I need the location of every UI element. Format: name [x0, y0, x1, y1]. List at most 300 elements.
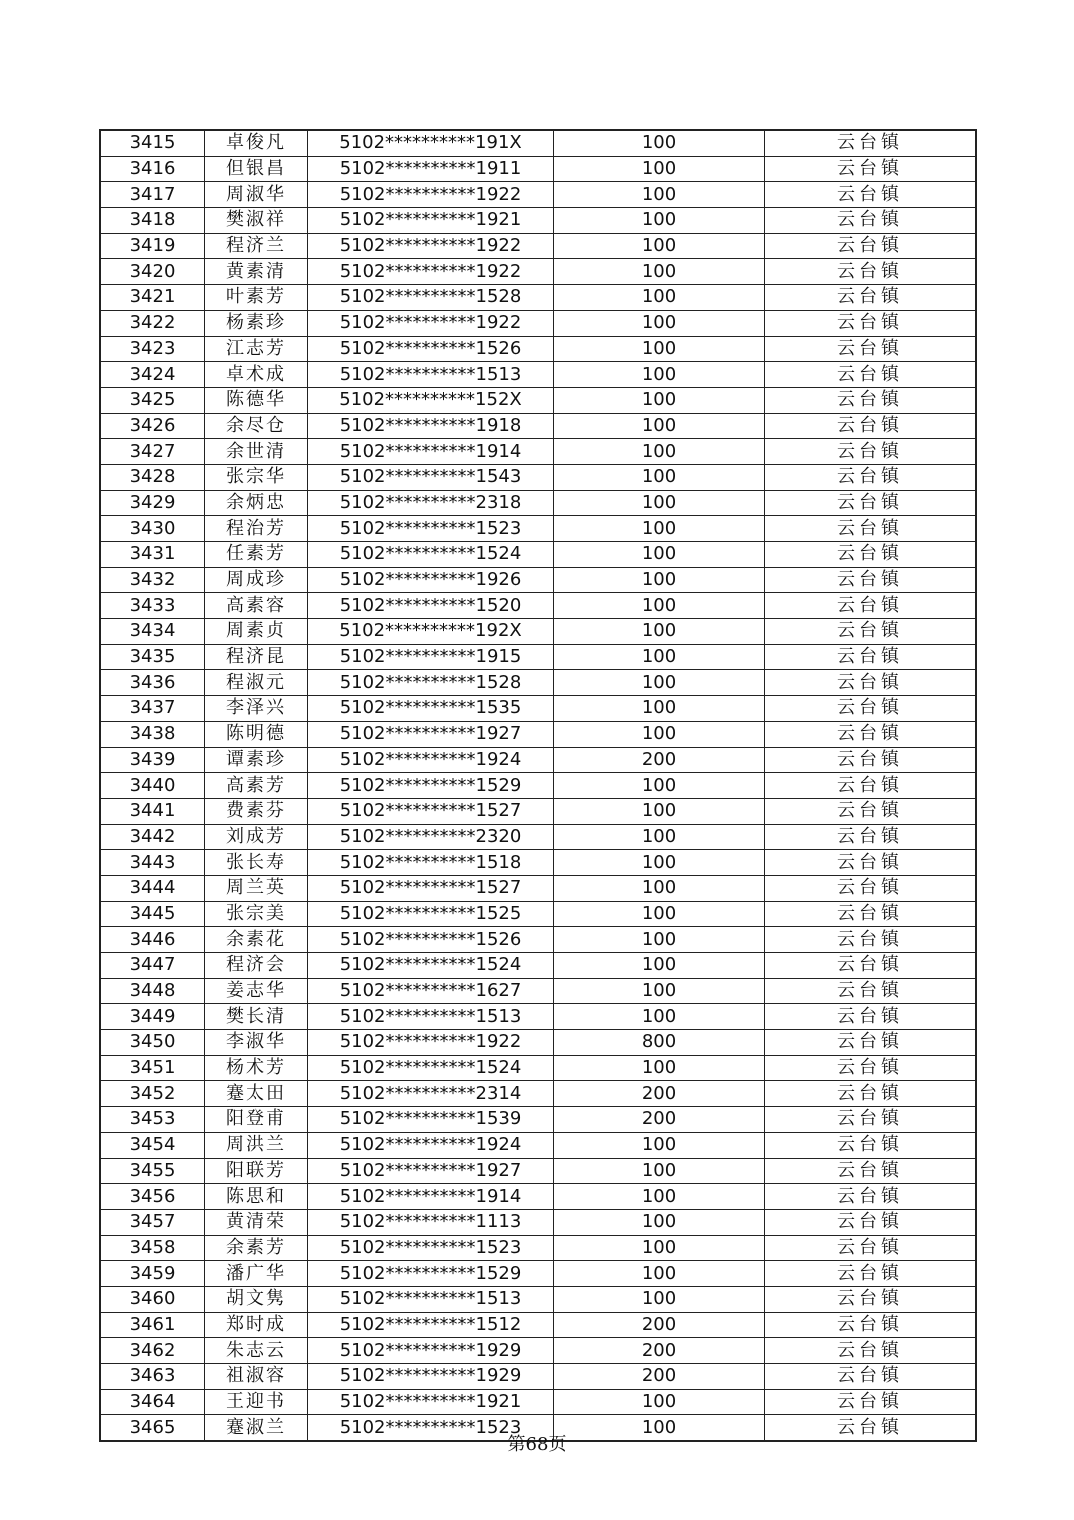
row-index-cell: 3456 — [100, 1184, 205, 1210]
name-cell: 王迎书 — [205, 1389, 308, 1415]
amount-cell: 200 — [554, 1338, 765, 1364]
row-index-cell: 3449 — [100, 1004, 205, 1030]
town-cell: 云台镇 — [765, 773, 977, 799]
town-cell: 云台镇 — [765, 1184, 977, 1210]
table-row — [100, 593, 976, 619]
table-row — [100, 824, 976, 850]
row-index-cell: 3451 — [100, 1055, 205, 1081]
name-cell: 蹇太田 — [205, 1081, 308, 1107]
name-cell: 余素芳 — [205, 1235, 308, 1261]
name-cell: 阳登甫 — [205, 1107, 308, 1133]
town-cell: 云台镇 — [765, 1055, 977, 1081]
table-row — [100, 387, 976, 413]
name-cell: 蹇淑兰 — [205, 1415, 308, 1441]
table-row — [100, 285, 976, 311]
amount-cell: 100 — [554, 516, 765, 542]
id-number-cell: 5102**********1527 — [308, 875, 554, 901]
table-row — [100, 516, 976, 542]
id-number-cell: 5102**********1535 — [308, 696, 554, 722]
table-row — [100, 798, 976, 824]
amount-cell: 100 — [554, 413, 765, 439]
id-number-cell: 5102**********1918 — [308, 413, 554, 439]
amount-cell: 100 — [554, 130, 765, 156]
amount-cell: 100 — [554, 619, 765, 645]
row-index-cell: 3454 — [100, 1132, 205, 1158]
amount-cell: 100 — [554, 1209, 765, 1235]
table-row — [100, 619, 976, 645]
amount-cell: 100 — [554, 567, 765, 593]
table-row — [100, 1364, 976, 1390]
town-cell: 云台镇 — [765, 747, 977, 773]
table-row — [100, 1158, 976, 1184]
table-row — [100, 1389, 976, 1415]
row-index-cell: 3463 — [100, 1364, 205, 1390]
row-index-cell: 3419 — [100, 233, 205, 259]
table-row — [100, 721, 976, 747]
id-number-cell: 5102**********2320 — [308, 824, 554, 850]
town-cell: 云台镇 — [765, 1209, 977, 1235]
table-body — [100, 130, 976, 1441]
table-row — [100, 439, 976, 465]
amount-cell: 100 — [554, 233, 765, 259]
row-index-cell: 3420 — [100, 259, 205, 285]
town-cell: 云台镇 — [765, 567, 977, 593]
row-index-cell: 3418 — [100, 208, 205, 234]
table-row — [100, 1004, 976, 1030]
town-cell: 云台镇 — [765, 978, 977, 1004]
row-index-cell: 3455 — [100, 1158, 205, 1184]
town-cell: 云台镇 — [765, 593, 977, 619]
town-cell: 云台镇 — [765, 644, 977, 670]
amount-cell: 100 — [554, 927, 765, 953]
recipient-table — [99, 129, 977, 1442]
town-cell: 云台镇 — [765, 1338, 977, 1364]
id-number-cell: 5102**********1926 — [308, 567, 554, 593]
table-row — [100, 1184, 976, 1210]
amount-cell: 200 — [554, 1107, 765, 1133]
name-cell: 但银昌 — [205, 156, 308, 182]
table-row — [100, 567, 976, 593]
id-number-cell: 5102**********1922 — [308, 182, 554, 208]
amount-cell: 100 — [554, 850, 765, 876]
town-cell: 云台镇 — [765, 1415, 977, 1441]
amount-cell: 100 — [554, 1286, 765, 1312]
town-cell: 云台镇 — [765, 1389, 977, 1415]
id-number-cell: 5102**********191X — [308, 130, 554, 156]
id-number-cell: 5102**********1520 — [308, 593, 554, 619]
town-cell: 云台镇 — [765, 464, 977, 490]
name-cell: 程济会 — [205, 953, 308, 979]
name-cell: 张长寿 — [205, 850, 308, 876]
amount-cell: 100 — [554, 593, 765, 619]
amount-cell: 800 — [554, 1030, 765, 1056]
row-index-cell: 3416 — [100, 156, 205, 182]
amount-cell: 100 — [554, 978, 765, 1004]
id-number-cell: 5102**********1526 — [308, 927, 554, 953]
name-cell: 高素容 — [205, 593, 308, 619]
amount-cell: 100 — [554, 670, 765, 696]
town-cell: 云台镇 — [765, 516, 977, 542]
id-number-cell: 5102**********2314 — [308, 1081, 554, 1107]
amount-cell: 100 — [554, 439, 765, 465]
table-row — [100, 747, 976, 773]
id-number-cell: 5102**********1528 — [308, 670, 554, 696]
amount-cell: 100 — [554, 182, 765, 208]
town-cell: 云台镇 — [765, 156, 977, 182]
table-row — [100, 490, 976, 516]
town-cell: 云台镇 — [765, 387, 977, 413]
id-number-cell: 5102**********1924 — [308, 1132, 554, 1158]
id-number-cell: 5102**********1528 — [308, 285, 554, 311]
name-cell: 陈思和 — [205, 1184, 308, 1210]
row-index-cell: 3443 — [100, 850, 205, 876]
amount-cell: 100 — [554, 1004, 765, 1030]
town-cell: 云台镇 — [765, 1364, 977, 1390]
id-number-cell: 5102**********1927 — [308, 1158, 554, 1184]
town-cell: 云台镇 — [765, 1004, 977, 1030]
amount-cell: 100 — [554, 1158, 765, 1184]
name-cell: 卓俊凡 — [205, 130, 308, 156]
name-cell: 张宗华 — [205, 464, 308, 490]
town-cell: 云台镇 — [765, 1312, 977, 1338]
id-number-cell: 5102**********1513 — [308, 1004, 554, 1030]
row-index-cell: 3450 — [100, 1030, 205, 1056]
id-number-cell: 5102**********1523 — [308, 1415, 554, 1441]
amount-cell: 100 — [554, 773, 765, 799]
table-row — [100, 1235, 976, 1261]
name-cell: 姜志华 — [205, 978, 308, 1004]
table-row — [100, 1107, 976, 1133]
id-number-cell: 5102**********1921 — [308, 208, 554, 234]
table-row — [100, 362, 976, 388]
id-number-cell: 5102**********1627 — [308, 978, 554, 1004]
amount-cell: 100 — [554, 285, 765, 311]
town-cell: 云台镇 — [765, 953, 977, 979]
town-cell: 云台镇 — [765, 542, 977, 568]
table-row — [100, 156, 976, 182]
table-row — [100, 901, 976, 927]
name-cell: 黄清荣 — [205, 1209, 308, 1235]
name-cell: 谭素珍 — [205, 747, 308, 773]
town-cell: 云台镇 — [765, 1158, 977, 1184]
id-number-cell: 5102**********1529 — [308, 1261, 554, 1287]
amount-cell: 100 — [554, 336, 765, 362]
town-cell: 云台镇 — [765, 1107, 977, 1133]
amount-cell: 100 — [554, 901, 765, 927]
amount-cell: 100 — [554, 644, 765, 670]
town-cell: 云台镇 — [765, 130, 977, 156]
name-cell: 胡文隽 — [205, 1286, 308, 1312]
row-index-cell: 3440 — [100, 773, 205, 799]
name-cell: 朱志云 — [205, 1338, 308, 1364]
amount-cell: 200 — [554, 1081, 765, 1107]
row-index-cell: 3457 — [100, 1209, 205, 1235]
row-index-cell: 3424 — [100, 362, 205, 388]
town-cell: 云台镇 — [765, 208, 977, 234]
town-cell: 云台镇 — [765, 721, 977, 747]
name-cell: 刘成芳 — [205, 824, 308, 850]
name-cell: 阳联芳 — [205, 1158, 308, 1184]
amount-cell: 100 — [554, 542, 765, 568]
id-number-cell: 5102**********1922 — [308, 310, 554, 336]
name-cell: 陈德华 — [205, 387, 308, 413]
id-number-cell: 5102**********1523 — [308, 516, 554, 542]
row-index-cell: 3432 — [100, 567, 205, 593]
table-row — [100, 875, 976, 901]
id-number-cell: 5102**********1523 — [308, 1235, 554, 1261]
amount-cell: 200 — [554, 747, 765, 773]
name-cell: 高素芳 — [205, 773, 308, 799]
name-cell: 周成珍 — [205, 567, 308, 593]
id-number-cell: 5102**********1513 — [308, 1286, 554, 1312]
id-number-cell: 5102**********1524 — [308, 953, 554, 979]
id-number-cell: 5102**********1512 — [308, 1312, 554, 1338]
name-cell: 李淑华 — [205, 1030, 308, 1056]
name-cell: 陈明德 — [205, 721, 308, 747]
table-row — [100, 696, 976, 722]
id-number-cell: 5102**********1513 — [308, 362, 554, 388]
row-index-cell: 3461 — [100, 1312, 205, 1338]
name-cell: 周淑华 — [205, 182, 308, 208]
name-cell: 叶素芳 — [205, 285, 308, 311]
id-number-cell: 5102**********1915 — [308, 644, 554, 670]
table-row — [100, 1030, 976, 1056]
name-cell: 任素芳 — [205, 542, 308, 568]
row-index-cell: 3425 — [100, 387, 205, 413]
id-number-cell: 5102**********1911 — [308, 156, 554, 182]
table-row — [100, 978, 976, 1004]
row-index-cell: 3452 — [100, 1081, 205, 1107]
table-row — [100, 1132, 976, 1158]
town-cell: 云台镇 — [765, 901, 977, 927]
name-cell: 卓术成 — [205, 362, 308, 388]
row-index-cell: 3436 — [100, 670, 205, 696]
amount-cell: 100 — [554, 259, 765, 285]
table-row — [100, 1055, 976, 1081]
name-cell: 周素贞 — [205, 619, 308, 645]
name-cell: 程济兰 — [205, 233, 308, 259]
town-cell: 云台镇 — [765, 1132, 977, 1158]
town-cell: 云台镇 — [765, 850, 977, 876]
id-number-cell: 5102**********1524 — [308, 542, 554, 568]
amount-cell: 100 — [554, 824, 765, 850]
row-index-cell: 3431 — [100, 542, 205, 568]
town-cell: 云台镇 — [765, 1235, 977, 1261]
name-cell: 樊长清 — [205, 1004, 308, 1030]
amount-cell: 100 — [554, 490, 765, 516]
town-cell: 云台镇 — [765, 362, 977, 388]
name-cell: 江志芳 — [205, 336, 308, 362]
town-cell: 云台镇 — [765, 824, 977, 850]
town-cell: 云台镇 — [765, 310, 977, 336]
row-index-cell: 3434 — [100, 619, 205, 645]
table-row — [100, 464, 976, 490]
town-cell: 云台镇 — [765, 259, 977, 285]
town-cell: 云台镇 — [765, 927, 977, 953]
table-row — [100, 953, 976, 979]
row-index-cell: 3417 — [100, 182, 205, 208]
row-index-cell: 3453 — [100, 1107, 205, 1133]
row-index-cell: 3435 — [100, 644, 205, 670]
row-index-cell: 3464 — [100, 1389, 205, 1415]
row-index-cell: 3415 — [100, 130, 205, 156]
town-cell: 云台镇 — [765, 490, 977, 516]
page-number: 第68页 — [507, 1434, 567, 1455]
amount-cell: 100 — [554, 1261, 765, 1287]
row-index-cell: 3430 — [100, 516, 205, 542]
id-number-cell: 5102**********2318 — [308, 490, 554, 516]
table-row — [100, 927, 976, 953]
town-cell: 云台镇 — [765, 413, 977, 439]
id-number-cell: 5102**********1543 — [308, 464, 554, 490]
amount-cell: 100 — [554, 208, 765, 234]
name-cell: 张宗美 — [205, 901, 308, 927]
town-cell: 云台镇 — [765, 670, 977, 696]
name-cell: 郑时成 — [205, 1312, 308, 1338]
table-row — [100, 850, 976, 876]
row-index-cell: 3423 — [100, 336, 205, 362]
town-cell: 云台镇 — [765, 1286, 977, 1312]
row-index-cell: 3444 — [100, 875, 205, 901]
name-cell: 周洪兰 — [205, 1132, 308, 1158]
row-index-cell: 3448 — [100, 978, 205, 1004]
name-cell: 潘广华 — [205, 1261, 308, 1287]
table-row — [100, 208, 976, 234]
table-row — [100, 233, 976, 259]
amount-cell: 200 — [554, 1312, 765, 1338]
town-cell: 云台镇 — [765, 875, 977, 901]
table-row — [100, 1338, 976, 1364]
table-row — [100, 336, 976, 362]
name-cell: 杨素珍 — [205, 310, 308, 336]
town-cell: 云台镇 — [765, 233, 977, 259]
amount-cell: 100 — [554, 156, 765, 182]
town-cell: 云台镇 — [765, 798, 977, 824]
table-row — [100, 1261, 976, 1287]
town-cell: 云台镇 — [765, 1081, 977, 1107]
amount-cell: 100 — [554, 1415, 765, 1441]
id-number-cell: 5102**********1929 — [308, 1338, 554, 1364]
amount-cell: 100 — [554, 696, 765, 722]
name-cell: 程淑元 — [205, 670, 308, 696]
amount-cell: 100 — [554, 1055, 765, 1081]
row-index-cell: 3437 — [100, 696, 205, 722]
name-cell: 余世清 — [205, 439, 308, 465]
table-row — [100, 259, 976, 285]
town-cell: 云台镇 — [765, 1261, 977, 1287]
amount-cell: 100 — [554, 1235, 765, 1261]
name-cell: 祖淑容 — [205, 1364, 308, 1390]
town-cell: 云台镇 — [765, 439, 977, 465]
id-number-cell: 5102**********1924 — [308, 747, 554, 773]
id-number-cell: 5102**********1529 — [308, 773, 554, 799]
amount-cell: 100 — [554, 387, 765, 413]
table-row — [100, 413, 976, 439]
row-index-cell: 3445 — [100, 901, 205, 927]
town-cell: 云台镇 — [765, 619, 977, 645]
row-index-cell: 3428 — [100, 464, 205, 490]
amount-cell: 100 — [554, 1132, 765, 1158]
name-cell: 程治芳 — [205, 516, 308, 542]
amount-cell: 100 — [554, 875, 765, 901]
table-row — [100, 773, 976, 799]
row-index-cell: 3439 — [100, 747, 205, 773]
id-number-cell: 5102**********192X — [308, 619, 554, 645]
name-cell: 余素花 — [205, 927, 308, 953]
table-row — [100, 130, 976, 156]
id-number-cell: 5102**********152X — [308, 387, 554, 413]
row-index-cell: 3459 — [100, 1261, 205, 1287]
id-number-cell: 5102**********1921 — [308, 1389, 554, 1415]
amount-cell: 100 — [554, 798, 765, 824]
name-cell: 樊淑祥 — [205, 208, 308, 234]
name-cell: 周兰英 — [205, 875, 308, 901]
row-index-cell: 3426 — [100, 413, 205, 439]
table-row — [100, 182, 976, 208]
amount-cell: 100 — [554, 362, 765, 388]
table-row — [100, 670, 976, 696]
amount-cell: 200 — [554, 1364, 765, 1390]
row-index-cell: 3460 — [100, 1286, 205, 1312]
name-cell: 黄素清 — [205, 259, 308, 285]
row-index-cell: 3433 — [100, 593, 205, 619]
id-number-cell: 5102**********1524 — [308, 1055, 554, 1081]
town-cell: 云台镇 — [765, 696, 977, 722]
id-number-cell: 5102**********1113 — [308, 1209, 554, 1235]
name-cell: 费素芬 — [205, 798, 308, 824]
name-cell: 余炳忠 — [205, 490, 308, 516]
row-index-cell: 3421 — [100, 285, 205, 311]
id-number-cell: 5102**********1927 — [308, 721, 554, 747]
amount-cell: 100 — [554, 953, 765, 979]
table-row — [100, 1209, 976, 1235]
table-row — [100, 1081, 976, 1107]
id-number-cell: 5102**********1922 — [308, 259, 554, 285]
table-row — [100, 542, 976, 568]
amount-cell: 100 — [554, 1389, 765, 1415]
town-cell: 云台镇 — [765, 182, 977, 208]
table-row — [100, 1312, 976, 1338]
table-row — [100, 310, 976, 336]
amount-cell: 100 — [554, 721, 765, 747]
amount-cell: 100 — [554, 464, 765, 490]
amount-cell: 100 — [554, 310, 765, 336]
row-index-cell: 3427 — [100, 439, 205, 465]
id-number-cell: 5102**********1526 — [308, 336, 554, 362]
town-cell: 云台镇 — [765, 336, 977, 362]
id-number-cell: 5102**********1525 — [308, 901, 554, 927]
table-row — [100, 644, 976, 670]
name-cell: 李泽兴 — [205, 696, 308, 722]
id-number-cell: 5102**********1929 — [308, 1364, 554, 1390]
row-index-cell: 3458 — [100, 1235, 205, 1261]
name-cell: 余尽仓 — [205, 413, 308, 439]
row-index-cell: 3462 — [100, 1338, 205, 1364]
id-number-cell: 5102**********1914 — [308, 439, 554, 465]
row-index-cell: 3438 — [100, 721, 205, 747]
town-cell: 云台镇 — [765, 1030, 977, 1056]
id-number-cell: 5102**********1914 — [308, 1184, 554, 1210]
id-number-cell: 5102**********1518 — [308, 850, 554, 876]
id-number-cell: 5102**********1527 — [308, 798, 554, 824]
id-number-cell: 5102**********1922 — [308, 233, 554, 259]
row-index-cell: 3446 — [100, 927, 205, 953]
row-index-cell: 3465 — [100, 1415, 205, 1441]
id-number-cell: 5102**********1922 — [308, 1030, 554, 1056]
amount-cell: 100 — [554, 1184, 765, 1210]
town-cell: 云台镇 — [765, 285, 977, 311]
name-cell: 杨术芳 — [205, 1055, 308, 1081]
